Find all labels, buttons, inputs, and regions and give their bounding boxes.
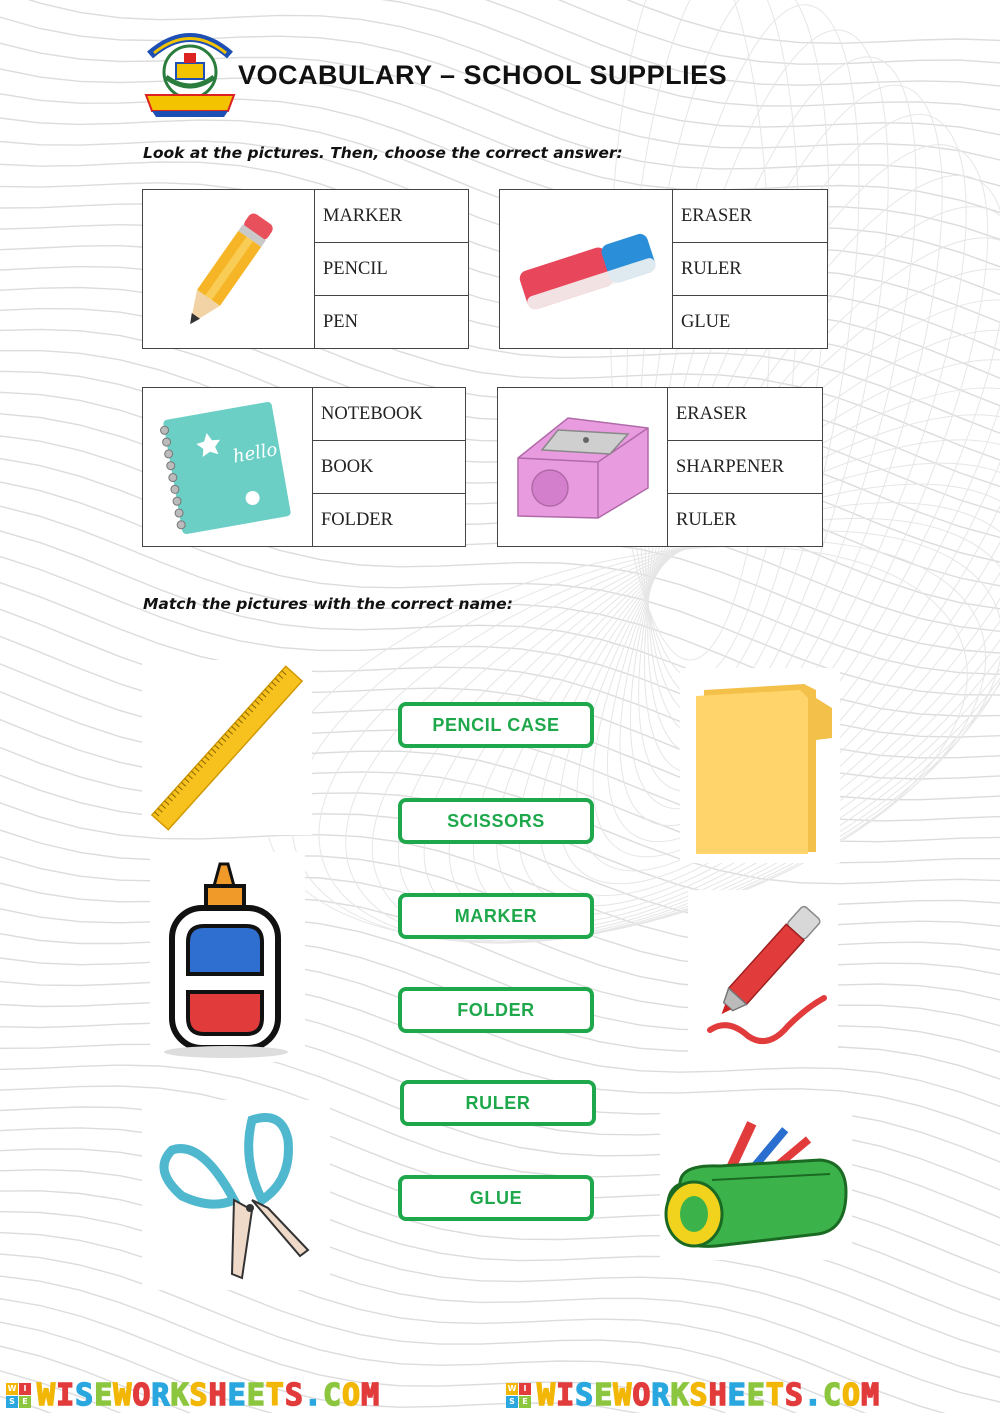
question-sharpener — [497, 387, 823, 547]
option-eraser[interactable]: ERASER — [668, 388, 822, 441]
badge-letter: W — [7, 1384, 17, 1393]
answer-folder-button[interactable]: FOLDER — [398, 987, 594, 1033]
answer-scissors-button[interactable]: SCISSORS — [398, 798, 594, 844]
svg-text:hello: hello — [231, 439, 279, 468]
option-eraser[interactable]: ERASER — [673, 190, 827, 243]
marker-icon — [688, 890, 838, 1060]
footer-watermark — [0, 1378, 1000, 1413]
question-eraser — [499, 189, 828, 349]
match-picture-ruler[interactable] — [142, 660, 312, 835]
answer-marker-button[interactable]: MARKER — [398, 893, 594, 939]
pencil-picture — [143, 190, 315, 348]
option-notebook[interactable]: NOTEBOOK — [313, 388, 465, 441]
brand-badge-icon — [506, 1383, 531, 1408]
answer-ruler-button[interactable]: RULER — [400, 1080, 596, 1126]
option-book[interactable]: BOOK — [313, 441, 465, 494]
match-picture-scissors[interactable] — [142, 1100, 330, 1290]
answer-glue-button[interactable]: GLUE — [398, 1175, 594, 1221]
sharpener-picture — [498, 388, 668, 546]
badge-letter: E — [519, 1396, 531, 1408]
badge-letter: S — [6, 1396, 18, 1408]
option-ruler[interactable]: RULER — [673, 243, 827, 296]
footer-brand-right — [500, 1378, 1000, 1413]
option-marker[interactable]: MARKER — [315, 190, 468, 243]
ruler-icon — [142, 660, 312, 835]
pencil-icon — [143, 190, 314, 348]
badge-letter: I — [19, 1383, 31, 1395]
match-picture-folder[interactable] — [680, 668, 840, 863]
scissors-icon — [142, 1100, 330, 1290]
page-title: VOCABULARY – SCHOOL SUPPLIES — [238, 60, 728, 90]
footer-brand-left — [0, 1378, 500, 1413]
match-picture-glue[interactable] — [150, 852, 305, 1062]
notebook-icon — [143, 388, 312, 546]
badge-letter: E — [19, 1396, 31, 1408]
option-ruler[interactable]: RULER — [676, 509, 737, 530]
school-logo — [140, 25, 240, 120]
option-sharpener[interactable]: SHARPENER — [668, 441, 822, 494]
match-picture-marker[interactable] — [688, 890, 838, 1060]
notebook-picture — [143, 388, 313, 546]
eraser-picture — [500, 190, 673, 348]
brand-text: WISEWORKSHEETS.COM — [537, 1378, 881, 1413]
answer-pencil-case-button[interactable]: PENCIL CASE — [398, 702, 594, 748]
question-pencil — [142, 189, 469, 349]
match-picture-pencil-case[interactable] — [660, 1100, 852, 1260]
option-folder[interactable]: FOLDER — [321, 509, 393, 530]
pencil-case-icon — [660, 1100, 852, 1260]
sharpener-icon — [498, 388, 667, 546]
option-glue[interactable]: GLUE — [681, 311, 731, 332]
instruction-match: Match the pictures with the correct name: — [143, 595, 513, 613]
question-notebook — [142, 387, 466, 547]
brand-text: WISEWORKSHEETS.COM — [37, 1378, 381, 1413]
option-pencil[interactable]: PENCIL — [315, 243, 468, 296]
badge-letter: S — [506, 1396, 518, 1408]
eraser-icon — [500, 190, 672, 348]
badge-letter: I — [519, 1383, 531, 1395]
badge-letter: W — [507, 1384, 517, 1393]
instruction-choose: Look at the pictures. Then, choose the correct answer: — [143, 144, 623, 162]
folder-icon — [680, 668, 840, 863]
glue-icon — [150, 852, 305, 1062]
option-pen[interactable]: PEN — [323, 311, 358, 332]
brand-badge-icon — [6, 1383, 31, 1408]
